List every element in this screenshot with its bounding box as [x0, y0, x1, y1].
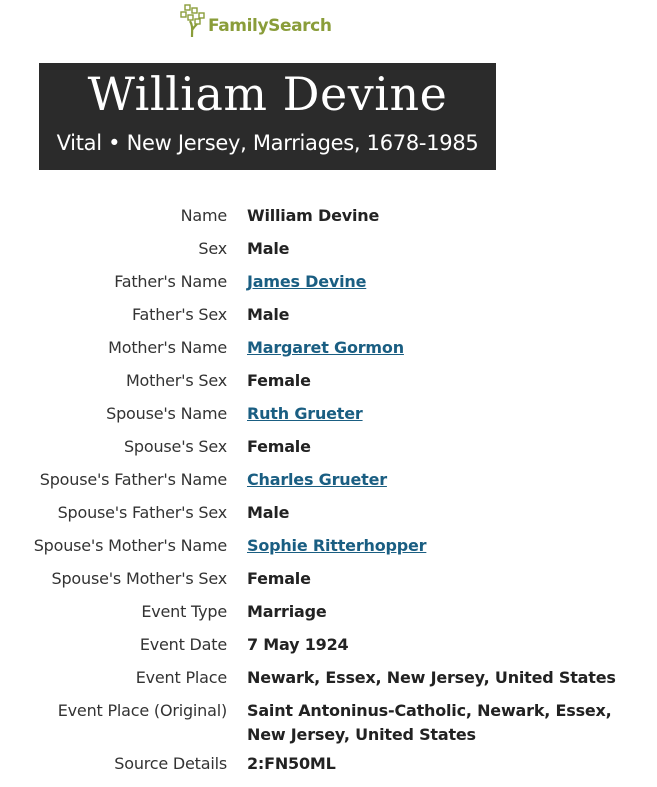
- field-value: Female: [247, 371, 311, 390]
- record-row: [0, 270, 657, 303]
- field-label: Event Place (Original): [57, 701, 227, 720]
- field-label: Father's Name: [114, 272, 227, 291]
- field-label: Mother's Sex: [125, 371, 227, 390]
- page-title: William Devine: [87, 67, 448, 121]
- person-link[interactable]: Ruth Grueter: [247, 404, 363, 423]
- field-value: Male: [247, 305, 290, 324]
- record-row: [0, 237, 657, 270]
- field-label: Spouse's Mother's Sex: [51, 569, 227, 588]
- logo-text: FamilySearch: [208, 16, 332, 36]
- field-value: Female: [247, 437, 311, 456]
- record-row: [0, 468, 657, 501]
- field-value: 2:FN50ML: [247, 754, 336, 773]
- field-value: William Devine: [247, 206, 380, 225]
- field-value: [247, 336, 647, 360]
- field-value: Saint Antoninus-Catholic, Newark, Essex, New Jersey, United States: [247, 701, 612, 744]
- familysearch-logo[interactable]: [180, 4, 332, 38]
- field-label: Spouse's Mother's Name: [33, 536, 227, 555]
- record-row: [0, 501, 657, 534]
- person-link[interactable]: Margaret Gormon: [247, 338, 404, 357]
- field-value: Newark, Essex, New Jersey, United States: [247, 668, 616, 687]
- record-row: [0, 567, 657, 600]
- record-row: [0, 435, 657, 468]
- record-row: [0, 303, 657, 336]
- record-row: [0, 369, 657, 402]
- field-value: Marriage: [247, 602, 327, 621]
- record-row: [0, 752, 657, 785]
- field-label: Mother's Name: [108, 338, 227, 357]
- field-label: Spouse's Sex: [123, 437, 227, 456]
- field-label: Spouse's Father's Name: [39, 470, 227, 489]
- field-value: Female: [247, 569, 311, 588]
- field-label: Father's Sex: [132, 305, 227, 324]
- field-label: Event Date: [139, 635, 227, 654]
- field-label: Event Place: [135, 668, 227, 687]
- record-row: [0, 336, 657, 369]
- field-label: Spouse's Father's Sex: [57, 503, 227, 522]
- field-label: Sex: [198, 239, 227, 258]
- field-label: Event Type: [141, 602, 227, 621]
- person-link[interactable]: Sophie Ritterhopper: [247, 536, 427, 555]
- field-value: [247, 270, 647, 294]
- record-row: [0, 204, 657, 237]
- field-label: Name: [180, 206, 227, 225]
- field-value: [247, 534, 647, 558]
- record-row: [0, 534, 657, 567]
- record-row: [0, 666, 657, 699]
- field-value: 7 May 1924: [247, 635, 349, 654]
- field-value: [247, 468, 647, 492]
- record-row: [0, 402, 657, 435]
- field-value: Male: [247, 503, 290, 522]
- record-details-list: [0, 204, 657, 785]
- record-collection-subtitle: Vital • New Jersey, Marriages, 1678-1985: [56, 131, 479, 155]
- field-value: Male: [247, 239, 290, 258]
- field-value: [247, 402, 647, 426]
- field-label: Spouse's Name: [106, 404, 227, 423]
- record-row: [0, 600, 657, 633]
- person-link[interactable]: Charles Grueter: [247, 470, 387, 489]
- record-row: [0, 699, 657, 752]
- field-label: Source Details: [114, 754, 227, 773]
- record-row: [0, 633, 657, 666]
- record-header-banner: [39, 63, 496, 170]
- person-link[interactable]: James Devine: [247, 272, 367, 291]
- family-tree-icon: [180, 4, 206, 38]
